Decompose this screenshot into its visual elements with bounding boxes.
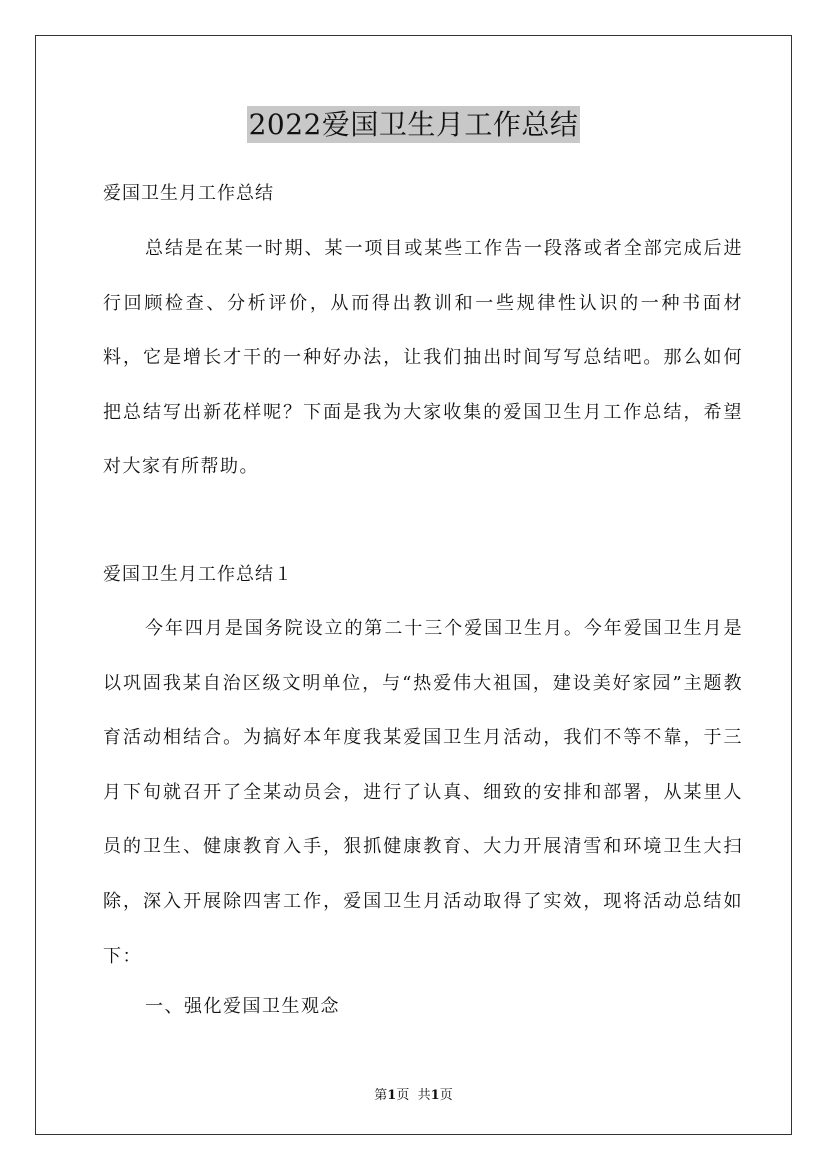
intro-paragraph: 总结是在某一时期、某一项目或某些工作告一段落或者全部完成后进行回顾检查、分析评价，从而得出教训和一些规律性认识的一种书面材料，它是增长才干的一种好办法，让我们抽出时间写写总结吧。那么如何把总结写出新花样呢？下面是我为大家收集的爱国卫生月工作总结，希望对大家有所帮助。 <box>103 238 743 478</box>
footer-page-number: 1 <box>387 1088 397 1103</box>
footer-total-suffix: 页 <box>439 1088 453 1103</box>
document-title-text: 2022爱国卫生月工作总结 <box>248 108 579 141</box>
page-footer <box>0 1084 827 1103</box>
document-title <box>0 103 827 143</box>
item-heading: 一、强化爱国卫生观念 <box>145 996 340 1017</box>
section-heading: 爱国卫生月工作总结１ <box>103 564 293 585</box>
footer-page-prefix: 第 <box>374 1088 388 1103</box>
footer-page-suffix: 页 <box>396 1088 410 1103</box>
footer-total-number: 1 <box>430 1088 440 1103</box>
document-subtitle: 爱国卫生月工作总结 <box>103 183 274 204</box>
footer-total-prefix: 共 <box>417 1088 431 1103</box>
section-paragraph: 今年四月是国务院设立的第二十三个爱国卫生月。今年爱国卫生月是以巩固我某自治区级文明单位，与“热爱伟大祖国，建设美好家园”主题教育活动相结合。为搞好本年度我某爱国卫生月活动，我们不等不靠，于三月下旬就召开了全某动员会，进行了认真、细致的安排和部署，从某里人员的卫生、健康教育入手，狠抓健康教育、大力开展清雪和环境卫生大扫除，深入开展除四害工作，爱国卫生月活动取得了实效，现将活动总结如下： <box>103 618 743 967</box>
